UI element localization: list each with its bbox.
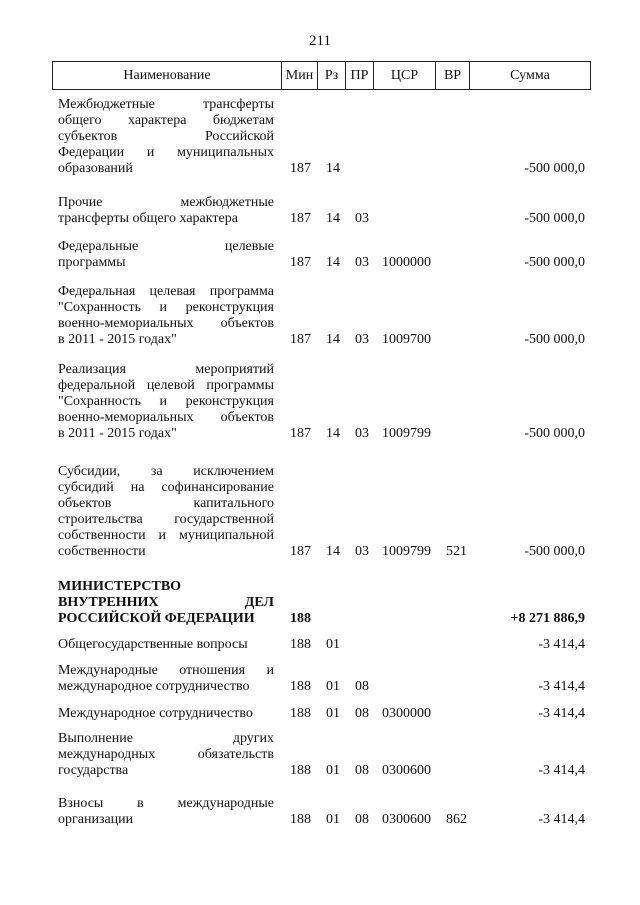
row-min: 187 — [290, 544, 311, 559]
row-rz: 01 — [326, 763, 340, 778]
row-rz: 01 — [326, 812, 340, 827]
row-pr: 03 — [355, 211, 369, 226]
row-min: 187 — [290, 161, 311, 176]
row-name-line: МИНИСТЕРСТВО — [58, 579, 182, 594]
row-name-line: собственности — [58, 544, 146, 559]
row-rz: 14 — [326, 211, 340, 226]
row-pr: 08 — [355, 679, 369, 694]
row-name-line: "Сохранность и реконструкция — [58, 300, 274, 315]
row-name-line: международных обязательств — [58, 747, 274, 762]
row-rz: 14 — [326, 161, 340, 176]
row-sum: -3 414,4 — [538, 679, 585, 694]
row-pr: 08 — [355, 812, 369, 827]
row-pr: 03 — [355, 255, 369, 270]
row-sum: -500 000,0 — [524, 161, 585, 176]
row-name-line: строительства государственной — [58, 512, 274, 527]
row-rz: 14 — [326, 255, 340, 270]
row-name-line: Общегосударственные вопросы — [58, 637, 248, 652]
row-name-line: Межбюджетные трансферты — [58, 97, 274, 112]
row-name — [58, 731, 274, 779]
row-min: 188 — [290, 812, 311, 827]
row-csr: 0300600 — [382, 763, 431, 778]
row-rz: 01 — [326, 706, 340, 721]
row-sum: -500 000,0 — [524, 332, 585, 347]
header-pr: ПР — [346, 62, 374, 90]
row-name-line: Федеральные целевые — [58, 239, 274, 254]
row-name-line: государства — [58, 763, 129, 778]
row-min: 187 — [290, 426, 311, 441]
row-name — [58, 464, 274, 560]
row-csr: 1009799 — [382, 426, 431, 441]
row-min: 188 — [290, 637, 311, 652]
row-name — [58, 579, 274, 627]
row-name — [58, 97, 274, 177]
row-sum: -500 000,0 — [524, 426, 585, 441]
row-sum: -3 414,4 — [538, 637, 585, 652]
row-name-line: международное сотрудничество — [58, 679, 250, 694]
row-name-line: военно-мемориальных объектов — [58, 316, 274, 331]
row-name-line: Взносы в международные — [58, 796, 274, 811]
row-rz: 01 — [326, 637, 340, 652]
row-pr: 08 — [355, 763, 369, 778]
row-csr: 1009799 — [382, 544, 431, 559]
row-name-line: Федерации и муниципальных — [58, 145, 274, 160]
row-sum: -3 414,4 — [538, 763, 585, 778]
row-name-line: общего характера бюджетам — [58, 113, 274, 128]
row-pr: 03 — [355, 426, 369, 441]
row-name — [58, 239, 274, 271]
row-name — [58, 195, 274, 227]
row-name-line: РОССИЙСКОЙ ФЕДЕРАЦИИ — [58, 611, 255, 626]
row-sum: -3 414,4 — [538, 812, 585, 827]
row-name-line: Реализация мероприятий — [58, 362, 274, 377]
row-name-line: трансферты общего характера — [58, 211, 238, 226]
row-pr: 08 — [355, 706, 369, 721]
row-sum: -500 000,0 — [524, 544, 585, 559]
row-name-line: в 2011 - 2015 годах" — [58, 332, 177, 347]
row-vr: 521 — [446, 544, 467, 559]
row-name-line: Международное сотрудничество — [58, 706, 253, 721]
row-name-line: образований — [58, 161, 133, 176]
row-name-line: Федеральная целевая программа — [58, 284, 274, 299]
row-name-line: ВНУТРЕННИХ ДЕЛ — [58, 595, 274, 610]
row-name-line: Субсидии, за исключением — [58, 464, 274, 479]
row-name — [58, 796, 274, 828]
row-name — [58, 663, 274, 695]
row-pr: 03 — [355, 332, 369, 347]
row-csr: 1000000 — [382, 255, 431, 270]
row-rz: 01 — [326, 679, 340, 694]
row-pr: 03 — [355, 544, 369, 559]
row-min: 187 — [290, 255, 311, 270]
row-sum: -500 000,0 — [524, 211, 585, 226]
row-rz: 14 — [326, 426, 340, 441]
row-csr: 0300600 — [382, 812, 431, 827]
row-csr: 1009700 — [382, 332, 431, 347]
row-sum: -3 414,4 — [538, 706, 585, 721]
row-name-line: субсидий на софинансирование — [58, 480, 274, 495]
row-sum: +8 271 886,9 — [510, 611, 585, 626]
row-name — [58, 706, 274, 722]
row-name-line: организации — [58, 812, 134, 827]
header-sum: Сумма — [470, 62, 591, 90]
header-rz: Рз — [318, 62, 346, 90]
row-name — [58, 637, 274, 653]
row-rz: 14 — [326, 332, 340, 347]
row-min: 188 — [290, 763, 311, 778]
header-name: Наименование — [53, 62, 282, 90]
row-min: 188 — [290, 706, 311, 721]
row-min: 187 — [290, 332, 311, 347]
row-name-line: Прочие межбюджетные — [58, 195, 274, 210]
row-name-line: "Сохранность и реконструкция — [58, 394, 274, 409]
row-min: 188 — [290, 611, 311, 626]
row-name-line: Выполнение других — [58, 731, 274, 746]
header-csr: ЦСР — [374, 62, 436, 90]
row-name-line: Международные отношения и — [58, 663, 274, 678]
row-sum: -500 000,0 — [524, 255, 585, 270]
header-min: Мин — [282, 62, 318, 90]
row-name-line: субъектов Российской — [58, 129, 274, 144]
page-number: 211 — [309, 33, 331, 49]
row-name — [58, 362, 274, 442]
row-name-line: собственности и муниципальной — [58, 528, 274, 543]
row-csr: 0300000 — [382, 706, 431, 721]
row-name-line: программы — [58, 255, 126, 270]
row-vr: 862 — [446, 812, 467, 827]
row-name-line: объектов капитального — [58, 496, 274, 511]
row-rz: 14 — [326, 544, 340, 559]
row-name-line: в 2011 - 2015 годах" — [58, 426, 177, 441]
row-name-line: федеральной целевой программы — [58, 378, 274, 393]
row-name-line: военно-мемориальных объектов — [58, 410, 274, 425]
row-min: 187 — [290, 211, 311, 226]
header-vr: ВР — [436, 62, 470, 90]
row-name — [58, 284, 274, 348]
row-min: 188 — [290, 679, 311, 694]
